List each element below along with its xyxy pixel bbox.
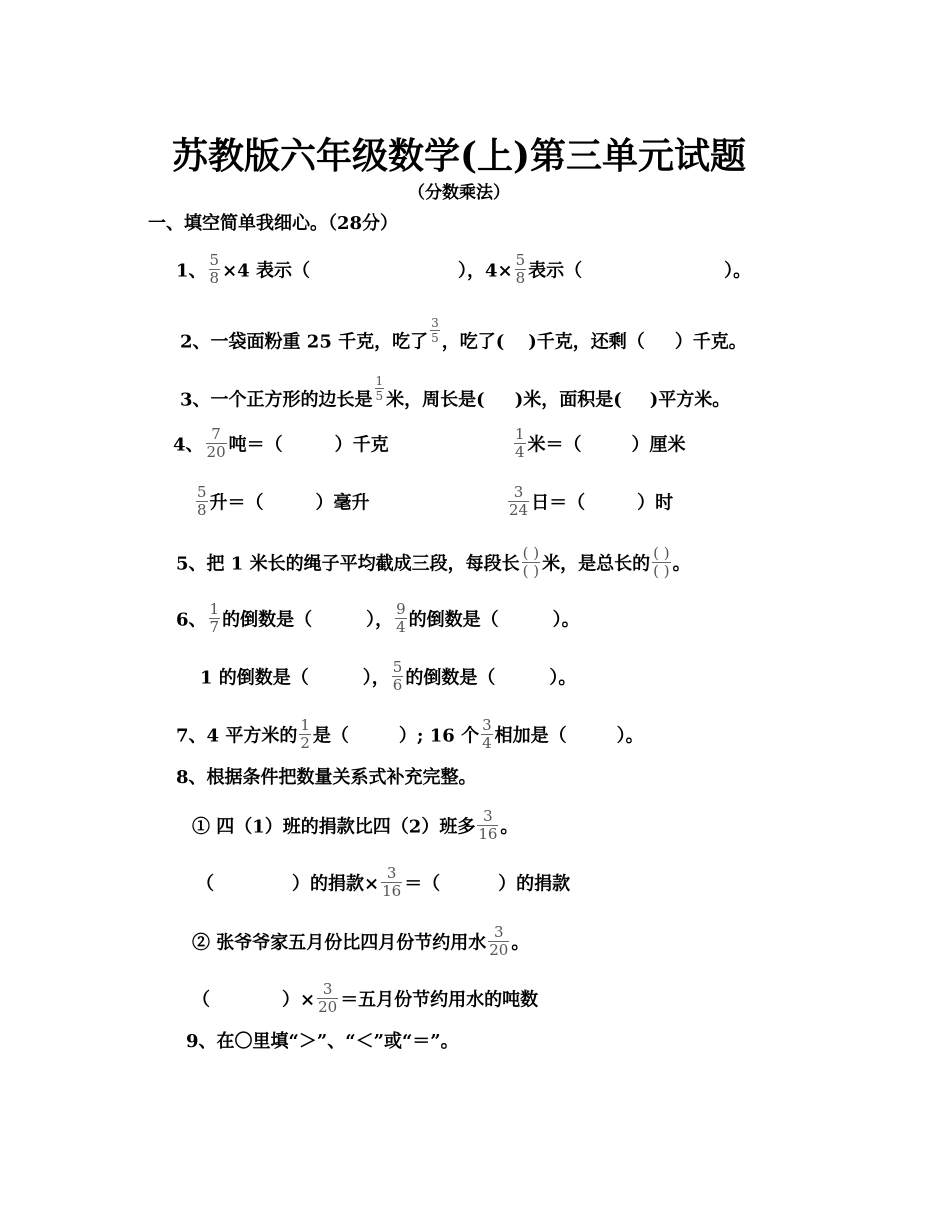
q3-text: 3、一个正方形的边长是 <box>180 389 373 411</box>
question-4d <box>506 483 674 521</box>
fraction: $\frac{3}{20}$ <box>489 923 509 959</box>
q5-text: 。 <box>672 553 691 575</box>
fraction: $\frac{3}{4}$ <box>482 716 492 752</box>
q7-text: ）; 16 个 <box>398 725 480 747</box>
q6-text: 1 的倒数是（ <box>200 667 309 689</box>
q1-text: ），4× <box>457 260 513 282</box>
question-5 <box>176 544 691 582</box>
question-8-heading: 8、根据条件把数量关系式补充完整。 <box>176 767 477 788</box>
q6-text: ）。 <box>549 667 577 689</box>
q4-text: 升＝（ <box>209 492 264 514</box>
fraction: $\frac{9}{4}$ <box>396 600 406 636</box>
q3-text: 米，周长是( <box>386 389 485 411</box>
q5-text: 米，是总长的 <box>542 553 651 575</box>
q2-text: ）千克。 <box>674 331 747 353</box>
section-heading: 一、填空简单我细心。（28分） <box>148 213 399 234</box>
question-3 <box>180 374 731 415</box>
fraction: $\frac{3}{24}$ <box>509 483 529 519</box>
fraction: $\frac{( )}{( )}$ <box>653 544 670 580</box>
question-2 <box>180 316 747 357</box>
fraction: $\frac{3}{20}$ <box>318 980 338 1016</box>
fraction: $\frac{5}{8}$ <box>515 251 526 287</box>
q6-text: 的倒数是（ <box>222 609 313 631</box>
q2-text: )千克，还剩（ <box>528 331 645 353</box>
q2-text: ，吃了( <box>441 331 505 353</box>
fraction: $\frac{7}{20}$ <box>206 425 226 461</box>
fraction: $\frac{1}{4}$ <box>515 425 525 461</box>
fraction: $\frac{3}{16}$ <box>382 864 402 900</box>
q7-text: ）。 <box>616 725 644 747</box>
q6-number: 6、 <box>176 609 207 631</box>
question-4a <box>173 425 389 463</box>
fraction: $\frac{3}{16}$ <box>478 807 498 843</box>
q4-text: ）千克 <box>334 434 389 456</box>
q8-text: ② 张爷爷家五月份比四月份节约用水 <box>192 932 487 954</box>
q8-text: ）的捐款× <box>292 873 380 895</box>
fraction: $\frac{3}{5}$ <box>431 316 439 345</box>
q8-text: ）的捐款 <box>498 873 571 895</box>
page-title: 苏教版六年级数学(上)第三单元试题 <box>171 135 747 177</box>
q7-text: 是（ <box>312 725 349 747</box>
q4-text: ）时 <box>637 492 674 514</box>
q6-text: ）， <box>366 609 394 631</box>
q6-text: 的倒数是（ <box>405 667 496 689</box>
q8-text: ＝（ <box>404 873 441 895</box>
q8-text: ＝五月份节约用水的吨数 <box>340 989 539 1011</box>
q4-text: 日＝（ <box>531 492 586 514</box>
q8-text: 。 <box>500 816 519 838</box>
fraction: $\frac{5}{6}$ <box>392 658 403 694</box>
q3-text: )米，面积是( <box>514 389 622 411</box>
q7-text: 相加是（ <box>494 725 567 747</box>
question-6-line2 <box>200 658 577 696</box>
fraction: $\frac{1}{5}$ <box>375 374 384 403</box>
question-8-part2-equation <box>192 980 539 1018</box>
q6-text: ）。 <box>552 609 580 631</box>
question-1 <box>176 251 752 289</box>
question-4b <box>512 425 686 463</box>
q8-text: 。 <box>511 932 530 954</box>
q8-text: ）× <box>282 989 316 1011</box>
q1-text: ）。 <box>724 260 752 282</box>
fraction: $\frac{1}{7}$ <box>209 600 220 636</box>
q4-text: 米＝（ <box>527 434 582 456</box>
q1-number: 1、 <box>176 260 207 282</box>
q6-text: 的倒数是（ <box>408 609 499 631</box>
page-subtitle: （分数乘法） <box>408 183 510 203</box>
fraction: $\frac{5}{8}$ <box>209 251 220 287</box>
fraction: $\frac{1}{2}$ <box>300 716 310 752</box>
q4-text: 吨＝（ <box>228 434 283 456</box>
q6-text: ）， <box>362 667 390 689</box>
question-8-part1 <box>192 807 519 845</box>
fraction: $\frac{( )}{( )}$ <box>522 544 540 580</box>
question-9: 9、在〇里填“＞”、“＜”或“＝”。 <box>186 1031 459 1052</box>
q8-text: （ <box>196 873 214 895</box>
fraction: $\frac{5}{8}$ <box>197 483 207 519</box>
question-4c <box>194 483 370 521</box>
q8-text: ① 四（1）班的捐款比四（2）班多 <box>192 816 476 838</box>
question-8-part1-equation <box>196 864 571 902</box>
q3-text: )平方米。 <box>649 389 731 411</box>
q7-text: 7、4 平方米的 <box>176 725 298 747</box>
q1-text: 表示（ <box>528 260 583 282</box>
q5-text: 5、把 1 米长的绳子平均截成三段，每段长 <box>176 553 520 575</box>
question-7 <box>176 716 644 754</box>
q4-text: ）毫升 <box>315 492 370 514</box>
q4-text: ）厘米 <box>631 434 686 456</box>
q8-text: （ <box>192 989 210 1011</box>
q4-number: 4、 <box>173 434 204 456</box>
question-8-part2 <box>192 923 530 961</box>
question-6 <box>176 600 580 638</box>
q1-text: ×4 表示（ <box>222 260 310 282</box>
q2-text: 2、一袋面粉重 25 千克，吃了 <box>180 331 429 353</box>
